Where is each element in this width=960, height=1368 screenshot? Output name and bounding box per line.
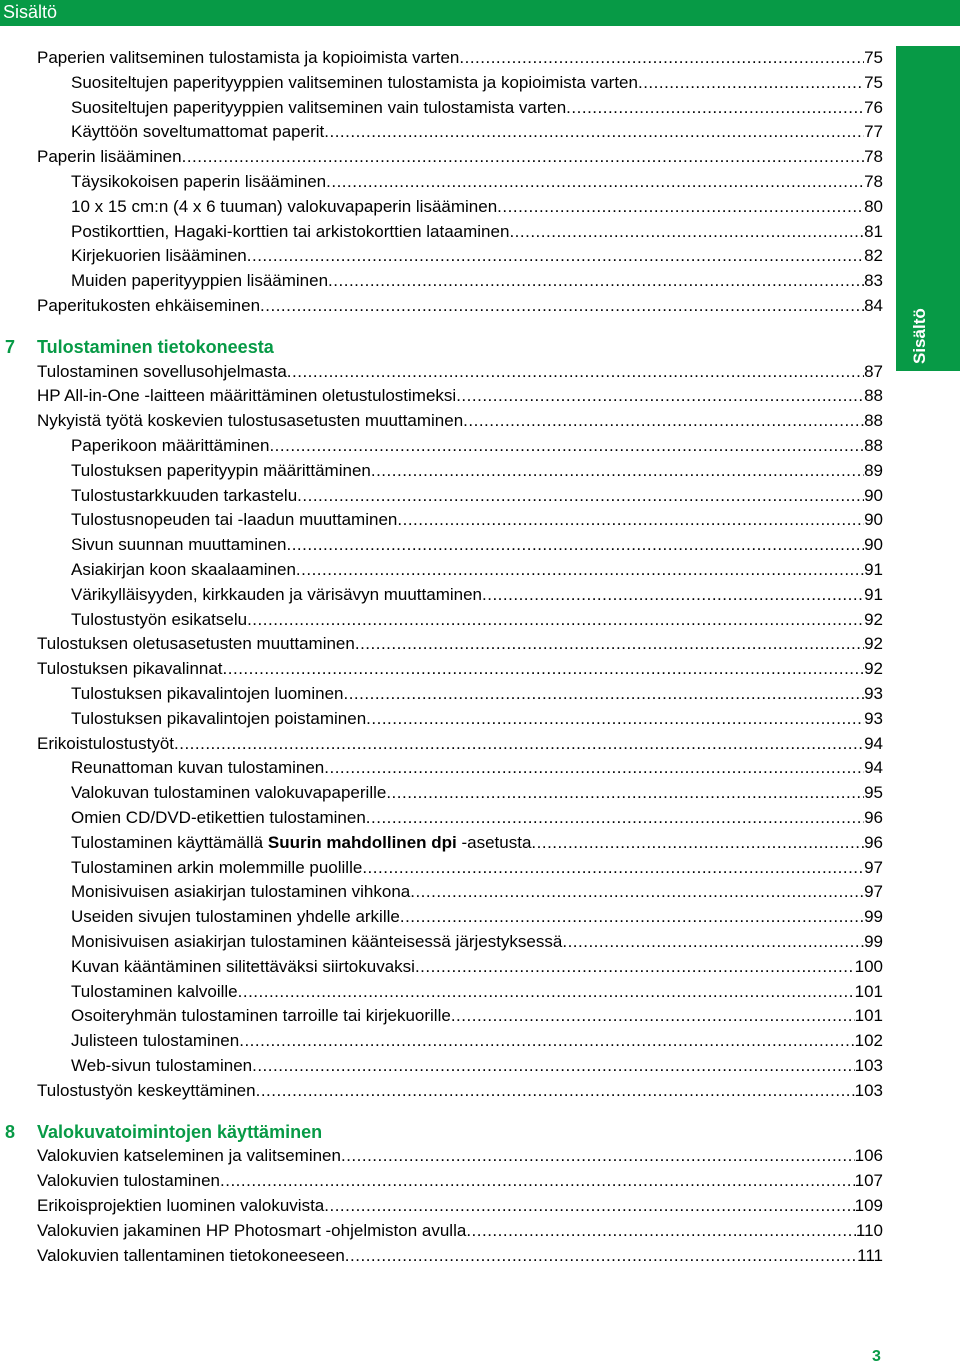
toc-entry[interactable]	[0, 657, 883, 681]
toc-entry[interactable]	[0, 1029, 883, 1053]
toc-entry-page: 93	[864, 708, 883, 728]
toc-entry-line	[37, 1169, 883, 1193]
toc-entry-title: HP All-in-One -laitteen määrittäminen oletustulostimeksi	[37, 386, 457, 406]
toc-entry-line	[71, 484, 883, 508]
toc-entry-line	[71, 71, 883, 95]
toc-entry[interactable]	[0, 120, 883, 144]
dot-leader	[415, 955, 855, 979]
dot-leader	[326, 170, 864, 194]
toc-entry-title: Useiden sivujen tulostaminen yhdelle arkille	[71, 907, 400, 927]
toc-entry-line	[71, 781, 883, 805]
toc-entry-page: 90	[864, 485, 883, 505]
toc-entry-line	[71, 170, 883, 194]
dot-leader	[247, 244, 864, 268]
dot-leader	[343, 682, 864, 706]
toc-entry[interactable]	[0, 434, 883, 458]
toc-entry-page: 110	[855, 1220, 883, 1240]
toc-entry[interactable]	[0, 1169, 883, 1193]
dot-leader	[463, 409, 864, 433]
dot-leader	[638, 71, 864, 95]
toc-entry-title: Käyttöön soveltumattomat paperit	[71, 122, 325, 142]
toc-entry-line	[71, 1004, 883, 1028]
toc-entry-title: Erikoistulostustyöt	[37, 733, 174, 753]
toc-entry-line	[71, 707, 883, 731]
dot-leader	[386, 781, 864, 805]
toc-entry-title: Valokuvien katseleminen ja valitseminen	[37, 1146, 341, 1166]
toc-entry[interactable]	[0, 558, 883, 582]
toc-entry[interactable]	[0, 632, 883, 656]
toc-entry-title: Tulostaminen kalvoille	[71, 981, 238, 1001]
toc-entry-page: 92	[864, 634, 883, 654]
toc-entry-title: Omien CD/DVD-etikettien tulostaminen	[71, 808, 366, 827]
toc-entry-line	[71, 434, 883, 458]
toc-entry[interactable]	[0, 96, 883, 120]
toc-entry[interactable]	[0, 756, 883, 780]
toc-entry-page: 107	[854, 1171, 883, 1191]
page-number: 3	[872, 1348, 881, 1365]
dot-leader	[324, 1194, 854, 1218]
toc-entry-line	[71, 806, 883, 830]
dot-leader	[286, 533, 864, 557]
toc-entry-line	[71, 682, 883, 706]
toc-entry[interactable]	[0, 145, 883, 169]
toc-entry-line	[71, 980, 883, 1004]
toc-entry-line	[71, 1029, 883, 1053]
toc-entry-title: Valokuvien tallentaminen tietokoneeseen	[37, 1245, 345, 1265]
toc-entry[interactable]	[0, 46, 883, 70]
toc-entry-line	[37, 1219, 883, 1243]
toc-entry-page: 83	[864, 271, 883, 291]
dot-leader	[410, 880, 864, 904]
toc-entry-page: 84	[864, 296, 883, 315]
dot-leader	[497, 195, 864, 219]
toc-entry-line	[71, 583, 883, 607]
toc-entry-line	[71, 533, 883, 557]
toc-entry-title: Valokuvan tulostaminen valokuvapaperille	[71, 783, 387, 803]
dot-leader	[220, 1169, 855, 1193]
dot-leader	[252, 1054, 855, 1078]
toc-entry[interactable]	[0, 1054, 883, 1078]
toc-entry-page: 89	[864, 460, 883, 480]
toc-entry-page: 111	[857, 1245, 883, 1265]
toc-entry-line	[37, 657, 883, 681]
toc-entry[interactable]	[0, 707, 883, 731]
toc-entry[interactable]	[0, 220, 883, 244]
toc-entry-page: 94	[864, 733, 883, 753]
toc-entry-page: 103	[854, 1080, 883, 1100]
toc-entry-title: Suositeltujen paperityyppien valitseminen tulostamista ja kopioimista varten	[71, 72, 638, 92]
toc-entry-title: Web-sivun tulostaminen	[71, 1056, 253, 1075]
toc-entry-line	[37, 294, 883, 318]
toc-entry-title: Tulostustyön esikatselu	[71, 609, 248, 629]
toc-entry-line	[37, 732, 883, 756]
toc-entry[interactable]	[0, 269, 883, 293]
toc-entry-page: 99	[864, 932, 883, 951]
dot-leader	[247, 608, 864, 632]
toc-entry-line	[71, 905, 883, 929]
dot-leader	[297, 484, 864, 508]
toc-entry-line	[37, 1079, 883, 1103]
toc-entry-title: Monisivuisen asiakirjan tulostaminen vihkona	[71, 882, 411, 902]
toc-entry-line	[71, 955, 883, 979]
header-bar	[0, 0, 960, 26]
toc-entry[interactable]	[0, 1004, 883, 1028]
toc-entry-title: Paperitukosten ehkäiseminen	[37, 296, 261, 315]
toc-entry-title: Paperikoon määrittäminen	[71, 436, 270, 455]
toc-entry-page: 88	[864, 436, 883, 455]
toc-entry[interactable]	[0, 608, 883, 632]
dot-leader	[531, 831, 864, 855]
toc-entry-title: Muiden paperityyppien lisääminen	[71, 271, 329, 291]
toc-entry-page: 78	[864, 172, 883, 191]
toc-entry[interactable]	[0, 856, 883, 880]
toc-entry-page: 106	[854, 1146, 883, 1166]
dot-leader	[182, 145, 864, 169]
toc-entry-title: Tulostaminen arkin molemmille puolille	[71, 857, 363, 877]
dot-leader	[287, 360, 864, 384]
dot-leader	[324, 120, 864, 144]
toc-entry-title: Valokuvien jakaminen HP Photosmart -ohjelmiston avulla	[37, 1220, 467, 1240]
chapter-number: 7	[5, 336, 16, 357]
toc-entry-title: Valokuvien tulostaminen	[37, 1171, 221, 1191]
toc-entry-title: Tulostuksen oletusasetusten muuttaminen	[37, 634, 355, 654]
toc-entry[interactable]	[0, 1219, 883, 1243]
toc-entry[interactable]	[0, 1244, 883, 1268]
toc-entry-title: Nykyistä työtä koskevien tulostusasetusten muuttaminen	[37, 411, 464, 431]
toc-entry-line	[71, 1054, 883, 1078]
toc-entry-page: 91	[864, 584, 883, 604]
toc-entry[interactable]	[0, 905, 883, 929]
toc-entry-page: 95	[864, 783, 883, 803]
toc-entry-page: 80	[864, 196, 883, 216]
dot-leader	[345, 1244, 857, 1268]
toc-entry-title-part: -asetusta	[456, 832, 532, 852]
toc-entry-page: 93	[864, 684, 883, 703]
toc-entry-page: 91	[864, 560, 883, 579]
toc-entry[interactable]	[0, 244, 883, 268]
dot-leader	[174, 732, 864, 756]
dot-leader	[509, 220, 864, 244]
toc-entry-page: 101	[854, 981, 883, 1001]
toc-entry-title-bold: Suurin mahdollinen dpi	[267, 832, 457, 852]
dot-leader	[355, 632, 864, 656]
toc-entry[interactable]	[0, 533, 883, 557]
toc-entry-page: 75	[864, 72, 883, 92]
toc-entry[interactable]	[0, 170, 883, 194]
toc-entry-line	[71, 120, 883, 144]
toc-entry[interactable]	[0, 880, 883, 904]
toc-entry[interactable]	[0, 955, 883, 979]
toc-entry-page: 82	[864, 246, 883, 266]
toc-entry-page: 87	[864, 361, 883, 381]
toc-entry[interactable]	[0, 930, 883, 954]
toc-entry-line	[71, 269, 883, 293]
toc-entry-page: 88	[864, 386, 883, 406]
toc-entry[interactable]	[0, 508, 883, 532]
toc-entry-title-part: Tulostaminen käyttämällä	[71, 832, 268, 852]
toc-entry-title	[71, 831, 531, 855]
dot-leader	[371, 459, 864, 483]
toc-entry-page: 75	[864, 48, 883, 67]
toc-entry-line	[71, 856, 883, 880]
toc-entry-page: 92	[864, 609, 883, 629]
chapter-number: 8	[5, 1121, 16, 1142]
toc-entry[interactable]	[0, 806, 883, 830]
side-tab-label: Sisältö	[910, 308, 929, 364]
dot-leader	[459, 46, 864, 70]
toc-entry-page: 78	[864, 147, 883, 167]
toc-entry-page: 102	[854, 1031, 883, 1051]
toc-entry-title: Tulostuksen pikavalinnat	[37, 659, 223, 679]
dot-leader	[466, 1219, 856, 1243]
dot-leader	[562, 930, 864, 954]
toc-entry-line	[71, 756, 883, 780]
toc-entry-page: 103	[854, 1056, 883, 1075]
dot-leader	[366, 806, 864, 830]
toc-entry-title: Täysikokoisen paperin lisääminen	[71, 172, 327, 191]
toc-entry-page: 100	[854, 956, 883, 976]
toc-entry-page: 96	[864, 832, 883, 852]
toc-entry-title: Reunattoman kuvan tulostaminen	[71, 758, 325, 778]
toc-entry-line	[71, 459, 883, 483]
chapter-title: Valokuvatoimintojen käyttäminen	[37, 1121, 323, 1142]
dot-leader	[362, 856, 864, 880]
toc-entry[interactable]	[0, 195, 883, 219]
toc-entry-line	[71, 880, 883, 904]
toc-entry-page: 97	[864, 882, 883, 902]
toc-entry-line	[37, 360, 883, 384]
toc-entry-line	[71, 244, 883, 268]
dot-leader	[256, 1079, 855, 1103]
toc-entry-page: 88	[864, 411, 883, 431]
toc-entry[interactable]	[0, 831, 883, 855]
toc-entry-title: Kuvan kääntäminen silitettäväksi siirtokuvaksi	[71, 956, 415, 976]
toc-entry[interactable]	[0, 781, 883, 805]
dot-leader	[566, 96, 864, 120]
toc-entry-page: 77	[864, 122, 883, 142]
toc-entry-line	[71, 831, 883, 855]
toc-entry[interactable]	[0, 484, 883, 508]
dot-leader	[260, 294, 864, 318]
toc-entry-title: Osoiteryhmän tulostaminen tarroille tai kirjekuorille	[71, 1006, 451, 1026]
dot-leader	[397, 508, 864, 532]
toc-entry-line	[37, 1244, 883, 1268]
dot-leader	[296, 558, 864, 582]
dot-leader	[223, 657, 865, 681]
dot-leader	[366, 707, 864, 731]
toc-entry-line	[71, 508, 883, 532]
toc-entry-title: Postikorttien, Hagaki-korttien tai arkistokorttien lataaminen	[71, 221, 510, 241]
toc-entry-title: Suositeltujen paperityyppien valitseminen vain tulostamista varten	[71, 97, 567, 117]
chapter-heading	[0, 335, 900, 359]
toc-entry[interactable]	[0, 459, 883, 483]
toc-entry[interactable]	[0, 1194, 883, 1218]
toc-entry-title: Tulostuksen pikavalintojen luominen	[71, 684, 344, 703]
toc-entry[interactable]	[0, 682, 883, 706]
chapter-heading	[0, 1120, 900, 1144]
toc-entry-page: 99	[864, 907, 883, 927]
toc-entry-title: Julisteen tulostaminen	[71, 1031, 240, 1051]
dot-leader	[482, 583, 864, 607]
toc-entry-line	[37, 1144, 883, 1168]
toc-entry-page: 101	[854, 1006, 883, 1026]
toc-entry[interactable]	[0, 583, 883, 607]
toc-entry-line	[71, 608, 883, 632]
toc-entry-page: 92	[864, 659, 883, 679]
toc-entry-line	[71, 930, 883, 954]
toc-entry-page: 94	[864, 758, 883, 778]
toc-entry-title: Tulostuksen pikavalintojen poistaminen	[71, 708, 367, 728]
dot-leader	[239, 1029, 854, 1053]
toc-entry-page: 90	[864, 535, 883, 555]
dot-leader	[456, 384, 864, 408]
toc-entry-line	[37, 632, 883, 656]
toc-entry-line	[37, 384, 883, 408]
toc-entry-line	[37, 1194, 883, 1218]
toc-entry-title: 10 x 15 cm:n (4 x 6 tuuman) valokuvapaperin lisääminen	[71, 196, 498, 216]
toc-entry[interactable]	[0, 409, 883, 433]
dot-leader	[238, 980, 855, 1004]
toc-entry-page: 76	[864, 97, 883, 117]
toc-entry-title: Asiakirjan koon skaalaaminen	[71, 560, 296, 579]
toc-entry[interactable]	[0, 980, 883, 1004]
toc-entry-line	[71, 558, 883, 582]
header-title: Sisältö	[3, 2, 58, 22]
toc-entry-line	[71, 195, 883, 219]
toc-entry-line	[37, 46, 883, 70]
toc-entry[interactable]	[0, 384, 883, 408]
toc-entry[interactable]	[0, 1144, 883, 1168]
toc-entry-title: Monisivuisen asiakirjan tulostaminen käänteisessä järjestyksessä	[71, 932, 563, 951]
toc-entry-page: 90	[864, 510, 883, 530]
toc-entry[interactable]	[0, 360, 883, 384]
toc-entry-title: Kirjekuorien lisääminen	[71, 246, 247, 266]
toc-entry-title: Tulostuksen paperityypin määrittäminen	[71, 460, 371, 480]
toc-entry-title: Sivun suunnan muuttaminen	[71, 535, 287, 555]
dot-leader	[269, 434, 864, 458]
toc-entry-line	[37, 409, 883, 433]
dot-leader	[400, 905, 864, 929]
toc-entry[interactable]	[0, 71, 883, 95]
toc-entry[interactable]	[0, 732, 883, 756]
dot-leader	[324, 756, 864, 780]
toc-entry-title: Paperin lisääminen	[37, 147, 182, 167]
toc-entry-page: 96	[864, 808, 883, 827]
toc-entry-title: Tulostustarkkuuden tarkastelu	[71, 485, 298, 505]
toc-entry-page: 97	[864, 857, 883, 877]
toc-entry-line	[37, 145, 883, 169]
dot-leader	[328, 269, 864, 293]
toc-entry[interactable]	[0, 294, 883, 318]
dot-leader	[451, 1004, 855, 1028]
toc-entry-title: Tulostusnopeuden tai -laadun muuttaminen	[71, 510, 398, 530]
toc-entry-line	[71, 220, 883, 244]
toc-entry-title: Värikylläisyyden, kirkkauden ja värisävyn muuttaminen	[71, 584, 483, 604]
toc-entry-title: Tulostustyön keskeyttäminen	[37, 1080, 256, 1100]
toc-entry-title: Paperien valitseminen tulostamista ja kopioimista varten	[37, 48, 460, 67]
dot-leader	[341, 1144, 855, 1168]
toc-entry-page: 109	[854, 1196, 883, 1215]
toc-entry-line	[71, 96, 883, 120]
toc-entry-title: Erikoisprojektien luominen valokuvista	[37, 1196, 325, 1215]
toc-entry-page: 81	[864, 221, 883, 241]
chapter-title: Tulostaminen tietokoneesta	[37, 336, 274, 357]
toc-entry-title: Tulostaminen sovellusohjelmasta	[37, 361, 287, 381]
toc-entry[interactable]	[0, 1079, 883, 1103]
